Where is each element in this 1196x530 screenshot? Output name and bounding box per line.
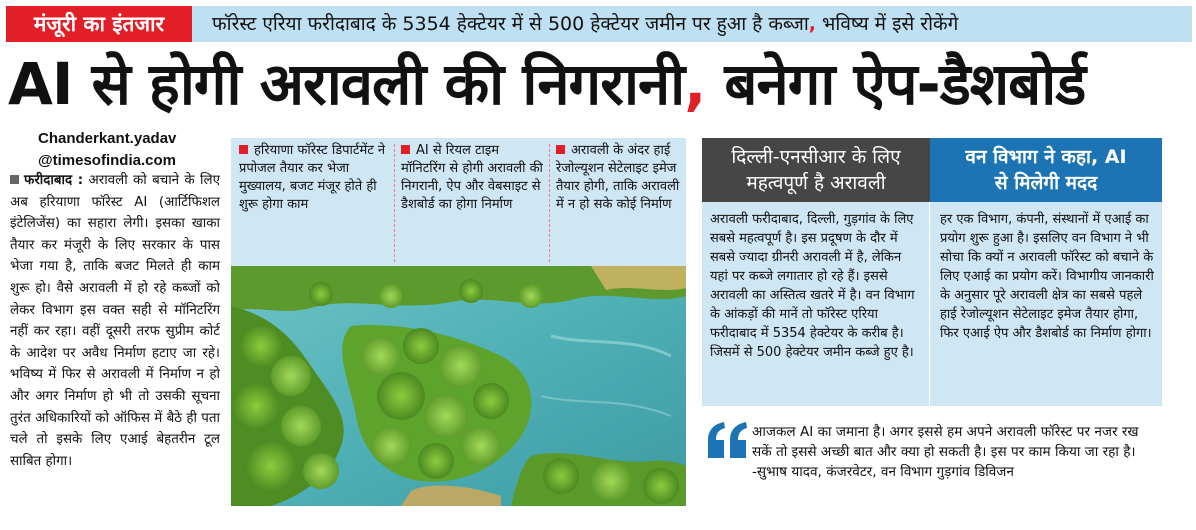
article-body-left	[10, 170, 220, 530]
forest-heading-line: से मिलेगी मदद	[994, 172, 1098, 194]
delhi-heading-line: महत्वपूर्ण है अरावली	[746, 172, 886, 194]
delhi-box-heading	[702, 138, 930, 202]
section-kicker: मंजूरी का इंतजार	[6, 6, 192, 42]
dashed-divider	[394, 144, 395, 262]
quote-mark-icon	[704, 420, 754, 470]
highlight-item	[401, 142, 543, 214]
byline-handle: @timesofindia.com	[38, 152, 176, 169]
highlight-text: हरियाणा फॉरेस्ट डिपार्टमेंट ने प्रपोजल तैयार कर भेजा मुख्यालय, बजट मंजूर होते ही शुरू होगा काम	[239, 143, 386, 212]
forest-heading-line: वन विभाग ने कहा, AI	[965, 146, 1127, 168]
highlight-item	[239, 142, 387, 214]
headline-text: AI से होगी अरावली की निगरानी	[8, 50, 685, 118]
pull-quote	[752, 422, 1162, 482]
byline	[38, 128, 208, 172]
forest-dept-box-heading	[930, 138, 1162, 202]
red-bullet-icon	[401, 145, 410, 154]
quote-text: आजकल AI का जमाना है। अगर इससे हम अपने अरावली फॉरेस्ट पर नजर रख सकें तो इससे अच्छी बात और क्या हो सकती है। इस पर काम किया जा रहा है।	[752, 424, 1139, 460]
headline-text-end: बनेगा ऐप-डैशबोर्ड	[705, 50, 1086, 118]
headline-comma: ,	[684, 50, 706, 118]
byline-name: Chanderkant.yadav	[38, 130, 177, 147]
red-bullet-icon	[556, 145, 565, 154]
delhi-heading-line: दिल्ली-एनसीआर के लिए	[731, 146, 901, 168]
article-text: अरावली को बचाने के लिए अब हरियाणा फॉरेस्ट AI (आर्टिफिशल इंटेलिजेंस) का सहारा लेगी। इसका खाका तैयार कर मंजूरी के लिए सरकार के पास भेजा गया है, ताकि बजट मिलते ही काम शुरू हो। वैसे अरावली में हो रहे कब्जों को लेकर विभाग इस वक्त सही से मॉनिटरिंग नहीं कर रहा। वहीं दूसरी तरफ सुप्रीम कोर्ट के आदेश पर अवैध निर्माण हटाए जा रहे। भविष्य में फिर से अरावली में निर्माण न हो और अगर निर्माण हो भी तो उसकी सूचना तुरंत अधिकारियों को ऑफिस में बैठे ही पता चले तो इसके लिए एआई बेहतरीन टूल साबित होगा।	[10, 173, 220, 469]
delhi-box-body: अरावली फरीदाबाद, दिल्ली, गुड़गांव के लिए सबसे महत्वपूर्ण है। इस प्रदूषण के दौर में सबसे ज्यादा ग्रीनरी अरावली में है, लेकिन यहां पर कब्जे लगातार हो रहे हैं। इससे अरावली का अस्तित्व खतरे में है। वन विभाग के आंकड़ों की मानें तो फॉरेस्ट एरिया फरीदाबाद में 5354 हेक्टेयर के करीब है। जिसमें से 500 हेक्टेयर जमीन कब्जे हुए है।	[702, 202, 930, 406]
dateline: फरीदाबाद :	[24, 173, 84, 188]
highlight-text: AI से रियल टाइम मॉनिटरिंग से होगी अरावली की निगरानी, ऐप और वेबसाइट से डैशबोर्ड का होगा निर्माण	[401, 143, 543, 212]
subheadline-separator: ,	[808, 13, 816, 35]
subheadline-strip	[192, 6, 1192, 42]
aravalli-aerial-photo	[231, 266, 686, 506]
red-bullet-icon	[239, 145, 248, 154]
highlight-text: अरावली के अंदर हाई रेजोल्यूशन सेटेलाइट इमेज तैयार होगी, ताकि अरावली में न हो सके कोई निर्माण	[556, 143, 680, 212]
headline	[8, 46, 1192, 122]
dashed-divider	[549, 144, 550, 262]
quote-attribution-name: -सुभाष यादव	[752, 464, 818, 480]
highlight-item	[556, 142, 682, 214]
lead-square-icon	[10, 175, 19, 184]
subheadline-text-end: भविष्य में इसे रोकेंगे	[816, 13, 959, 35]
quote-attribution-title: , कंजरवेटर, वन विभाग गुड़गांव डिविजन	[817, 464, 1014, 480]
forest-dept-box-body: हर एक विभाग, कंपनी, संस्थानों में एआई का प्रयोग शुरू हुआ है। इसलिए वन विभाग ने भी सोचा कि क्यों न अरावली फॉरेस्ट को बचाने के लिए एआई का प्रयोग करें। विभागीय जानकारी के अनुसार पूरे अरावली क्षेत्र का सबसे पहले हाई रेजोल्यूशन सेटेलाइट इमेज तैयार होगा, फिर एआई ऐप और डैशबोर्ड का निर्माण होगा।	[930, 202, 1162, 406]
highlights-panel	[231, 138, 686, 266]
subheadline-text: फॉरेस्ट एरिया फरीदाबाद के 5354 हेक्टेयर में से 500 हेक्टेयर जमीन पर हुआ है कब्जा	[212, 13, 809, 35]
